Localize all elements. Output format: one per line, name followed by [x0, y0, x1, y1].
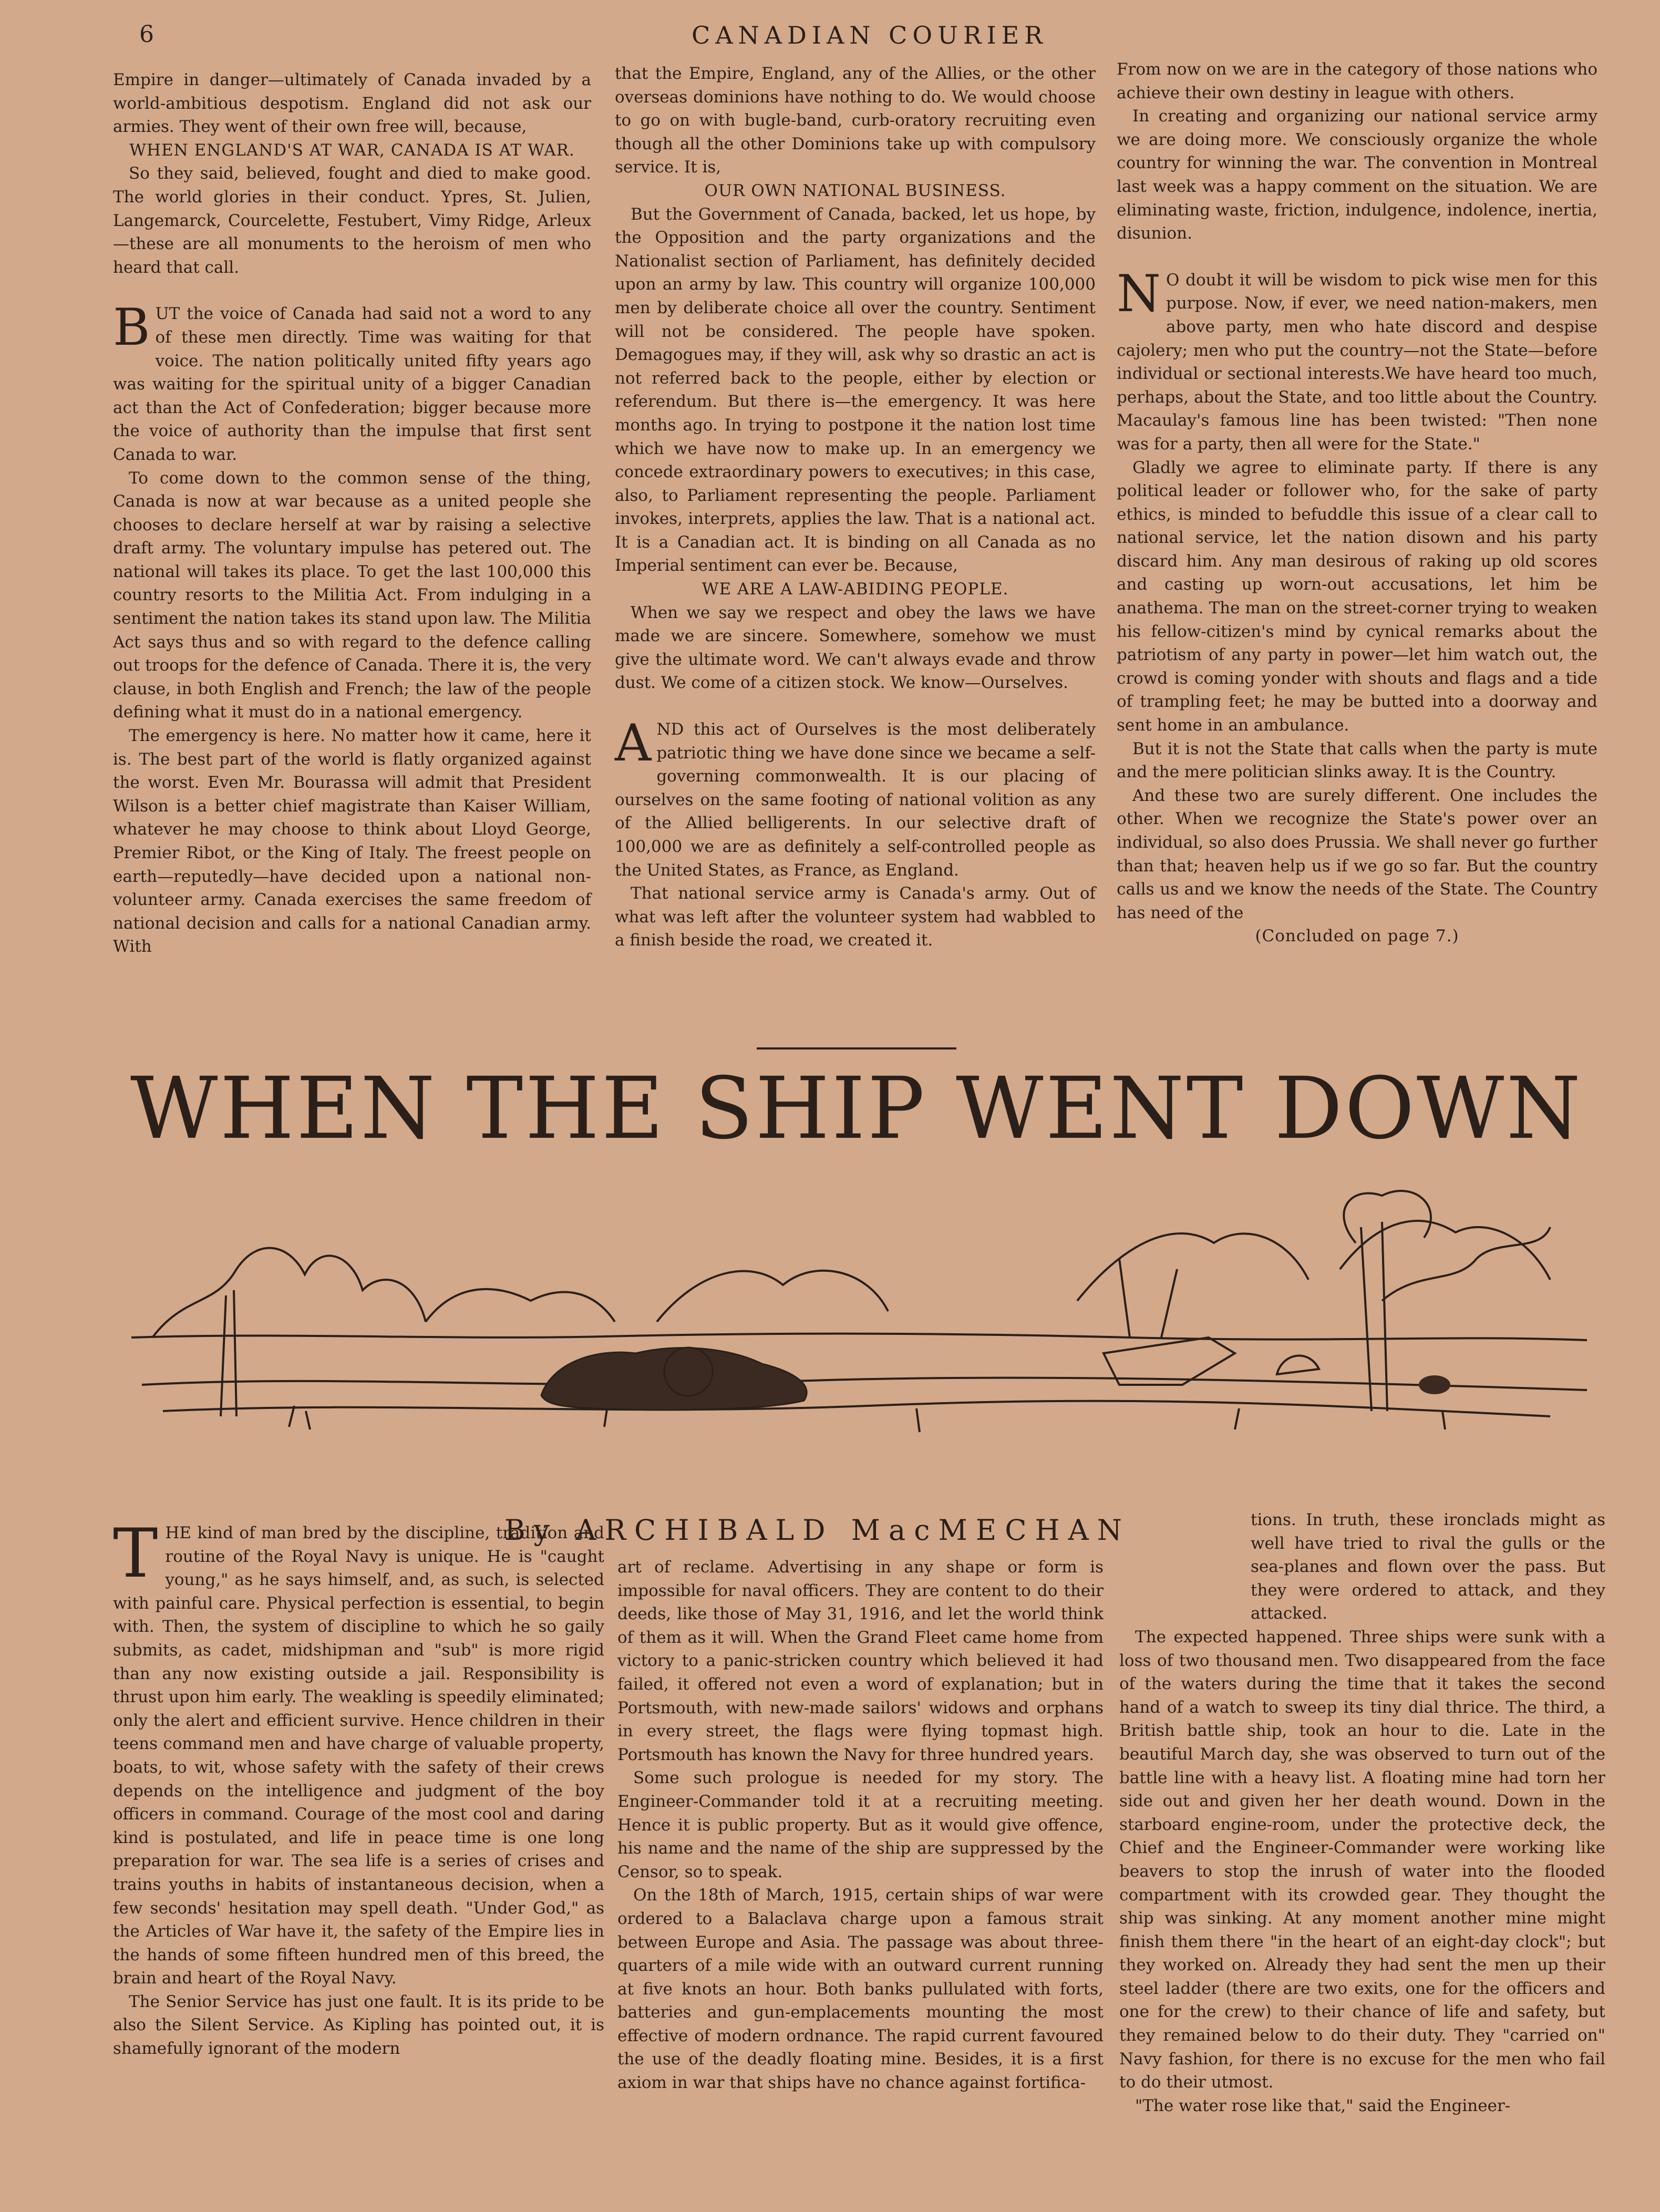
subheading: WE ARE A LAW-ABIDING PEOPLE. — [702, 580, 1009, 599]
continued-note: (Concluded on page 7.) — [1255, 927, 1459, 946]
paragraph: So they said, believed, fought and died to make good. The world glories in their conduct. Ypres, St. Julien, Langemarck, Courcelette, Festubert, Vimy Ridge, Arleux—these are all monuments to the heroism of men who heard that call. — [113, 164, 591, 277]
drop-cap: B — [113, 298, 150, 357]
paragraph: "The water rose like that," said the Engineer- — [1135, 2096, 1511, 2115]
paragraph-text: ND this act of Ourselves is the most deliberately patriotic thing we have done since we became a self-governing commonwealth. It is our placing of ourselves on the same footing of national volition as any of the Allied belligerents. In our selective draft of 100,000 we are as definitely a self-controlled people as the United States, as France, as England. — [615, 720, 1096, 880]
subheading: WHEN ENGLAND'S AT WAR, CANADA IS AT WAR. — [129, 140, 575, 160]
paragraph: Some such prologue is needed for my story. The Engineer-Commander told it at a recruiting meeting. Hence it is public property. But as it would give offence, his name and the name of the ship are suppressed by the Censor, so to speak. — [617, 1768, 1104, 1881]
paragraph: that the Empire, England, any of the Allies, or the other overseas dominions have nothing to do. We would choose to go on with bugle-band, curb-oratory recruiting even though all the other Dominions take up with compulsory service. It is, — [615, 64, 1096, 177]
paragraph: When we say we respect and obey the laws we have made we are sincere. Somewhere, somehow we must give the ultimate word. We can't always evade and throw dust. We come of a citizen stock. We know—Ourselves. — [615, 603, 1096, 693]
page-number: 6 — [139, 21, 154, 48]
paragraph: The Senior Service has just one fault. It is its pride to be also the Silent Service. As Kipling has pointed out, it is shamefully ignorant of the modern — [113, 1992, 604, 2059]
page-header — [116, 16, 1624, 58]
paragraph: The expected happened. Three ships were sunk with a loss of two thousand men. Two disappeared from the face of the waters during the time that it takes the second hand of a watch to sweep its tiny dial thrice. The third, a British battle ship, took an hour to die. Late in the beautiful March day, she was observed to turn out of the battle line with a heavy list. A floating mine had torn her side out and given her her death wound. Down in the starboard engine-room, under the protective deck, the Chief and the Engineer-Commander were working like beavers to stop the inrush of water into the flooded compartment with its crowded gear. They thought the ship was sinking. At any moment another mine might finish them there "in the heart of an eight-day clock"; but they worked on. Already they had sent the men up their steel ladder (there are two exits, one for the officers and one for the crew) to their chance of life and safety, but they remained below to do their duty. They "carried on" Navy fashion, for there is no excuse for the men who fail to do their utmost. — [1119, 1627, 1605, 2092]
paragraph-text: HE kind of man bred by the discipline, tradition and routine of the Royal Navy is unique. He is "caught young," as he says himself, and, as such, is selected with painful care. Physical perfection is essential, to begin with. Then, the system of discipline to which he so gaily submits, as cadet, midshipman and "sub" is more rigid than any now existing outside a jail. Responsibility is thrust upon him early. The weakling is speedily eliminated; only the alert and efficient survive. Hence children in their teens command men and have charge of valuable property, boats, to wit, whose safety with the safety of their crews depends on the intelligence and judgment of the boy officers in command. Courage of the most cool and daring kind is postulated, and life in peace time is one long preparation for war. The sea life is a series of crises and trains youths in habits of instantaneous decision, when a few seconds' hesitation may spell death. "Under God," as the Articles of War have it, the safety of the Empire lies in the hands of some fifteen hundred men of this breed, the brain and heart of the Royal Navy. — [113, 1524, 604, 1988]
paragraph: tions. In truth, these ironclads might as well have tried to rival the gulls or the sea-planes and flown over the pass. But they were ordered to attack, and they attacked. — [1251, 1510, 1605, 1623]
top-article-column-2 — [615, 62, 1096, 952]
feature-column-3 — [1119, 1508, 1605, 2117]
subheading: OUR OWN NATIONAL BUSINESS. — [704, 181, 1006, 200]
paragraph: But the Government of Canada, backed, let us hope, by the Opposition and the party organizations and the Nationalist section of Parliament, has definitely decided upon an army by law. This country will organize 100,000 men by deliberate choice all over the country. Sentiment will not be considered. The people have spoken. Demagogues may, if they will, ask why so drastic an act is not referred back to the people, either by election or referendum. But there is—the emergency. It was here months ago. In trying to postpone it the nation lost time which we have now to make up. In an emergency we concede extraordinary powers to executives; in this case, also, to Parliament representing the people. Parliament invokes, interprets, applies the law. That is a national act. It is a Canadian act. It is binding on all Canada as no Imperial sentiment can ever be. Because, — [615, 204, 1096, 575]
paragraph: The emergency is here. No matter how it came, here it is. The best part of the world is flatly organized against the worst. Even Mr. Bourassa will admit that President Wilson is a better chief magistrate than Kaiser William, whatever he may choose to think about Lloyd George, Premier Ribot, or the King of Italy. The freest people on earth—reputedly—have decided upon a national non-volunteer army. Canada exercises the same freedom of national decision and calls for a national Canadian army. With — [113, 726, 591, 956]
paragraph-text: UT the voice of Canada had said not a word to any of these men directly. Time was waiting for that voice. The nation politically united fifty years ago was waiting for the spiritual unity of a bigger Canadian act than the Act of Confederation; bigger because more the voice of authority than the impulse that first sent Canada to war. — [113, 304, 591, 464]
paragraph-with-dropcap — [1117, 264, 1597, 456]
paragraph-with-dropcap — [113, 298, 591, 466]
paragraph: art of reclame. Advertising in any shape or form is impossible for naval officers. They are content to do their deeds, like those of May 31, 1916, and let the world think of them as it will. When the Grand Fleet came home from victory to a panic-stricken country which believed it had failed, it offered not even a word of explanation; but in Portsmouth, with new-made sailors' widows and orphans in every street, the flags were flying topmast high. Portsmouth has known the Navy for three hundred years. — [617, 1558, 1104, 1764]
shipwreck-illustration — [131, 1164, 1587, 1464]
running-title: CANADIAN COURIER — [692, 21, 1048, 49]
paragraph: Gladly we agree to eliminate party. If there is any political leader or follower who, for the sake of party ethics, is minded to befuddle this issue of a clear call to national service, let the nation disown and his party discard him. Any man desirous of raking up old scores and casting up worn-out accusations, let him be anathema. The man on the street-corner trying to weaken his fellow-citizen's mind by cynical remarks about the patriotism of any party in power—let him watch out, the crowd is coming yonder with shouts and flags and a tide of trampling feet; he may be butted into a doorway and sent home in an ambulance. — [1117, 458, 1597, 735]
section-divider — [757, 1047, 956, 1050]
paragraph: Empire in danger—ultimately of Canada invaded by a world-ambitious despotism. England did not ask our armies. They went of their own free will, because, — [113, 70, 591, 137]
top-article-column-1 — [113, 68, 591, 959]
paragraph: To come down to the common sense of the thing, Canada is now at war because as a united people she chooses to declare herself at war by raising a selective draft army. The voluntary impulse has petered out. The national will takes its place. To get the last 100,000 this country resorts to the Militia Act. From indulging in a sentiment the nation takes its stand upon law. The Militia Act says thus and so with regard to the defence calling out troops for the defence of Canada. There it is, the very clause, in both English and French; the law of the people defining what it must do in a national emergency. — [113, 468, 591, 722]
paragraph: That national service army is Canada's army. Out of what was left after the volunteer system had wabbled to a finish beside the road, we created it. — [615, 884, 1096, 950]
byline: By ARCHIBALD MacMECHAN — [504, 1514, 1130, 1547]
drop-cap: T — [113, 1515, 158, 1593]
drop-cap: A — [615, 714, 652, 773]
feature-column-2 — [617, 1556, 1104, 2095]
feature-headline: WHEN THE SHIP WENT DOWN — [130, 1059, 1583, 1158]
paragraph: From now on we are in the category of those nations who achieve their own destiny in league with others. — [1117, 60, 1597, 102]
paragraph-text: O doubt it will be wisdom to pick wise men for this purpose. Now, if ever, we need nation-makers, men above party, men who hate discord and despise cajolery; men who put the country—not the State—before individual or sectional interests.We have heard too much, perhaps, about the State, and too little about the Country. Macaulay's famous line has been twisted: "Then none was for a party, then all were for the State." — [1117, 270, 1597, 454]
paragraph: But it is not the State that calls when the party is mute and the mere politician slinks away. It is the Country. — [1117, 739, 1597, 782]
drop-cap: N — [1117, 264, 1161, 323]
top-article-column-3 — [1117, 58, 1597, 948]
feature-column-1 — [113, 1515, 604, 2061]
paragraph-with-dropcap — [615, 714, 1096, 882]
paragraph: In creating and organizing our national service army we are doing more. We consciously organize the whole country for winning the war. The convention in Montreal last week was a happy comment on the situation. We are eliminating waste, friction, indulgence, indolence, inertia, disunion. — [1117, 107, 1597, 243]
paragraph: And these two are surely different. One includes the other. When we recognize the State's power over an individual, so also does Prussia. We shall never go further than that; heaven help us if we go so far. But the country calls us and we know the needs of the State. The Country has need of the — [1117, 786, 1597, 922]
paragraph-with-dropcap — [113, 1515, 604, 1990]
paragraph: On the 18th of March, 1915, certain ships of war were ordered to a Balaclava charge upon a famous strait between Europe and Asia. The passage was about three-quarters of a mile wide with an outward current running at five knots an hour. Both banks pullulated with forts, batteries and gun-emplacements mounting the most effective of modern ordnance. The rapid current favoured the use of the deadly floating mine. Besides, it is a first axiom in war that ships have no chance against fortifica- — [617, 1886, 1104, 2093]
